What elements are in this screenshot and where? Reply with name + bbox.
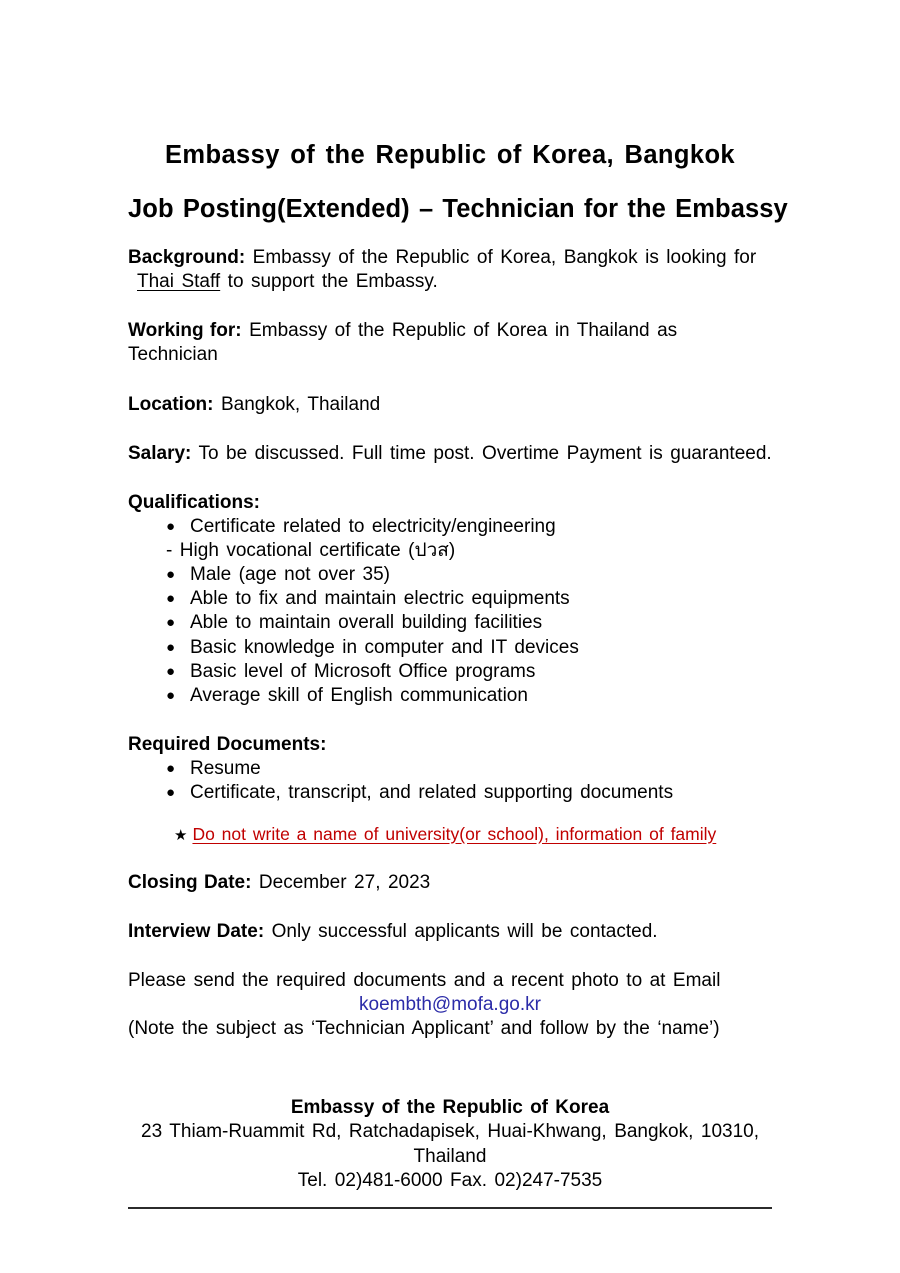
working-for-separator: : [235,320,242,342]
section-location [128,393,772,417]
thai-staff-highlight: Thai Staff [137,271,221,293]
section-salary [128,442,772,466]
page-title: Embassy of the Republic of Korea, Bangkok [164,141,735,169]
page-subtitle: Job Posting(Extended) – Technician for the Embassy [128,194,788,223]
list-item-label: Basic level of Microsoft Office programs [190,660,536,682]
footer-embassy-name: Embassy of the Republic of Korea [290,1097,610,1119]
submission-email-link[interactable]: koembth@mofa.go.kr [359,993,541,1015]
section-submission [128,969,772,1041]
qualifications-sub-item [166,539,772,563]
salary-separator: : [185,442,192,464]
section-closing-date [128,871,772,895]
qualifications-sub-item-label: - High vocational certificate (ปวส) [166,540,456,561]
list-item-label: Male (age not over 35) [190,564,390,586]
list-item-label: Able to maintain overall building facilities [190,612,543,634]
background-separator: : [238,247,246,268]
section-interview-date [128,920,772,944]
list-item [166,757,772,781]
location-text: Bangkok, Thailand [213,393,381,415]
background-text-before: Embassy of the Republic of Korea, Bangkok is looking for [245,247,757,268]
footer-divider [128,1207,772,1209]
section-working-for [128,319,772,367]
document-body [128,0,788,1209]
closing-date-label: Closing Date [128,871,246,893]
list-item-label: Certificate related to electricity/engineering [190,515,556,537]
footer-address-line-2: Thailand [413,1145,487,1167]
closing-date-value: December 27, 2023 [251,871,431,893]
section-qualifications-heading [128,491,772,515]
qualifications-list [128,515,772,708]
interview-date-separator: : [257,920,265,942]
section-required-documents-heading [128,733,772,757]
background-continuation [128,270,438,294]
bullet-icon: ● [166,590,176,608]
qualifications-separator: : [253,491,260,513]
bullet-icon: ● [166,517,176,535]
title-block [128,0,788,223]
bullet-icon: ● [166,614,176,632]
qualifications-label: Qualifications [128,491,254,513]
bullet-icon: ● [166,686,176,704]
warning-text: Do not write a name of university(or school), information of family [192,823,717,844]
list-item-label: Resume [190,758,261,779]
working-for-text: Embassy of the Republic of Korea in Thailand as Technician [128,320,678,366]
list-item [166,587,772,611]
list-item [166,611,772,635]
section-background [128,246,772,294]
location-separator: : [207,393,214,415]
list-item [166,515,772,539]
star-icon: ★ [174,826,188,844]
bullet-icon: ● [166,566,176,584]
required-documents-list [128,757,772,805]
list-item-label: Basic knowledge in computer and IT devices [190,636,579,658]
list-item [166,563,772,587]
interview-date-value: Only successful applicants will be contacted. [264,920,658,942]
bullet-icon: ● [166,638,176,656]
interview-date-label: Interview Date [128,920,258,942]
list-item-label: Able to fix and maintain electric equipments [190,588,570,610]
salary-label: Salary [128,442,186,464]
submission-line-3: (Note the subject as ‘Technician Applicant’ and follow by the ‘name’) [128,1018,720,1039]
list-item [166,684,772,708]
closing-date-separator: : [245,871,252,893]
footer-block [128,1096,772,1193]
list-item-label: Certificate, transcript, and related supporting documents [190,782,674,804]
list-item [166,636,772,660]
location-label: Location [128,393,208,415]
bullet-icon: ● [166,662,176,680]
submission-line-1: Please send the required documents and a recent photo to at Email [128,969,721,991]
bullet-icon: ● [166,760,176,777]
background-label: Background [128,247,239,268]
required-documents-separator: : [320,733,327,755]
bullet-icon: ● [166,784,176,802]
working-for-label: Working for [128,320,236,342]
salary-text: To be discussed. Full time post. Overtime Payment is guaranteed. [191,442,772,464]
required-documents-label: Required Documents [128,733,321,755]
list-item-label: Average skill of English communication [190,684,528,706]
required-documents-warning [128,823,772,846]
footer-address-line-1: 23 Thiam-Ruammit Rd, Ratchadapisek, Huai-Khwang, Bangkok, 10310, [141,1121,759,1143]
background-text-after: to support the Embassy. [220,271,438,293]
list-item [166,660,772,684]
list-item [166,781,772,805]
footer-contact: Tel. 02)481-6000 Fax. 02)247-7535 [297,1170,603,1192]
